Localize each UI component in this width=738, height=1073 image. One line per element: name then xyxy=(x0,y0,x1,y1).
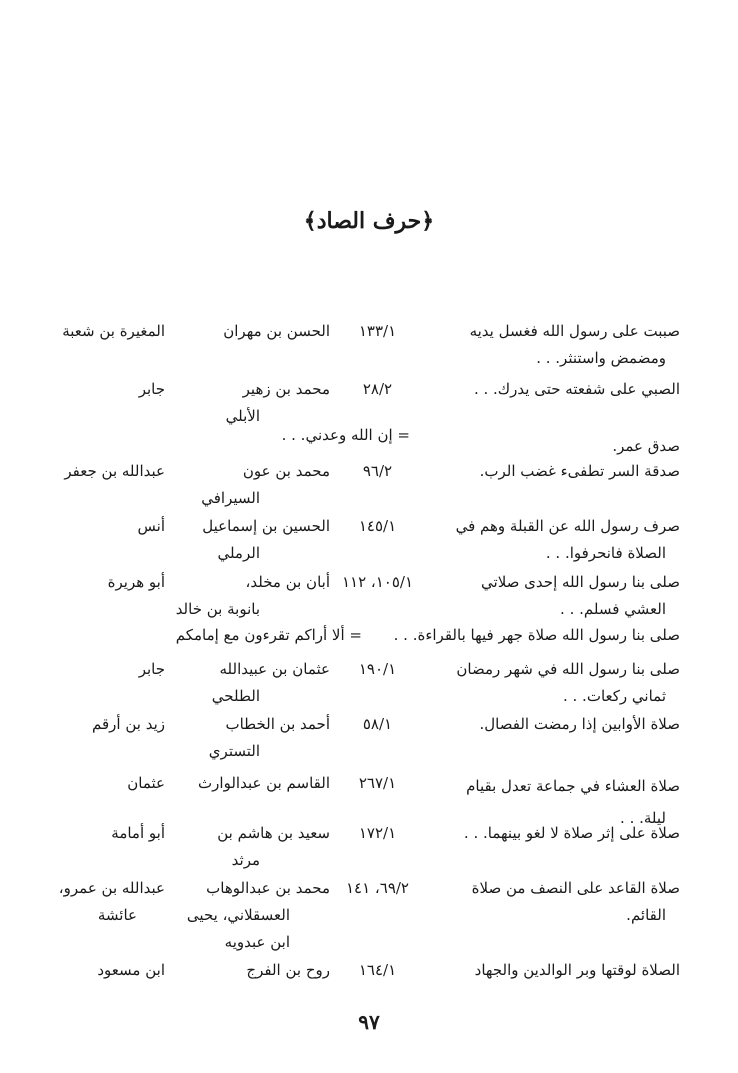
narrator-line: الحسن بن مهران xyxy=(223,322,330,340)
narrator-line: محمد بن زهير xyxy=(242,380,330,398)
hadith-text-line: ومضمض واستنثر. . . xyxy=(536,349,666,367)
narrator xyxy=(170,957,330,984)
narrator xyxy=(170,770,330,797)
volume-page-ref: ١٦٤/١ xyxy=(358,961,397,979)
hadith-text-line: القائم. xyxy=(626,906,666,924)
companion xyxy=(20,513,165,540)
hadith-text xyxy=(425,957,680,984)
volume-page-ref: ١٠٥/١، ١١٢ xyxy=(341,573,414,591)
hadith-text-line: صببت على رسول الله فغسل يديه xyxy=(469,322,680,340)
volume-page-ref: ١٩٠/١ xyxy=(358,660,397,678)
companion-line: المغيرة بن شعبة xyxy=(62,322,165,340)
narrator xyxy=(170,569,330,623)
hadith-text-line: صلاة العشاء في جماعة تعدل بقيام xyxy=(466,777,680,795)
companion-line: جابر xyxy=(138,660,165,678)
hadith-text xyxy=(425,458,680,485)
volume-page-ref: ١٧٢/١ xyxy=(358,824,397,842)
hadith-text-line: صلاة القاعد على النصف من صلاة xyxy=(471,879,680,897)
index-entry xyxy=(20,957,680,1017)
hadith-text-line: صلاة الأوابين إذا رمضت الفصال. xyxy=(479,715,680,733)
hadith-text xyxy=(425,820,680,847)
narrator xyxy=(170,820,330,874)
narrator xyxy=(170,711,330,765)
hadith-text xyxy=(425,433,680,460)
narrator-line: السيرافي xyxy=(201,489,260,507)
narrator xyxy=(170,318,330,345)
companion-line: ابن مسعود xyxy=(97,961,165,979)
hadith-text xyxy=(425,656,680,710)
hadith-text xyxy=(380,622,680,649)
companion-line: أبو أمامة xyxy=(111,824,165,842)
volume-page-ref: ١٣٣/١ xyxy=(358,322,397,340)
volume-page-ref: ٢٨/٢ xyxy=(362,380,393,398)
narrator xyxy=(170,875,330,956)
narrator xyxy=(170,458,330,512)
page-number: ٩٧ xyxy=(358,1010,380,1034)
narrator xyxy=(170,513,330,567)
narrator-line: بانوبة بن خالد xyxy=(175,600,260,618)
index-entry xyxy=(20,458,680,518)
index-entry xyxy=(20,513,680,573)
hadith-text xyxy=(425,376,680,403)
volume-page-ref: ٢٦٧/١ xyxy=(358,774,397,792)
volume-page-ref: ١٤٥/١ xyxy=(358,517,397,535)
narrator-line: الأبلي xyxy=(225,407,260,425)
companion xyxy=(20,458,165,485)
hadith-text-line: العشي فسلم. . . xyxy=(560,600,666,618)
hadith-text-line: الصلاة لوقتها وبر الوالدين والجهاد xyxy=(474,961,680,979)
volume-page-ref: ٦٩/٢، ١٤١ xyxy=(345,879,409,897)
companion xyxy=(20,770,165,797)
hadith-text-line: ثماني ركعات. . . xyxy=(562,687,666,705)
see-also-reference: = ألا أراكم تقرءون مع إمامكم xyxy=(175,626,362,644)
narrator-line: محمد بن عون xyxy=(242,462,330,480)
companion-line: أنس xyxy=(137,517,165,535)
narrator-line: مرثد xyxy=(231,851,260,869)
narrator xyxy=(170,656,330,710)
narrator-line: ابن عبدويه xyxy=(224,933,290,951)
index-entry xyxy=(20,569,680,629)
hadith-text-line: صرف رسول الله عن القبلة وهم في xyxy=(455,517,680,535)
companion xyxy=(20,820,165,847)
narrator-line: سعيد بن هاشم بن xyxy=(217,824,330,842)
companion xyxy=(20,957,165,984)
narrator-line: أبان بن مخلد، xyxy=(245,573,330,591)
companion xyxy=(20,318,165,345)
hadith-text-line: صلى بنا رسول الله في شهر رمضان xyxy=(456,660,680,678)
narrator-line: التستري xyxy=(208,742,260,760)
narrator-line: عثمان بن عبيدالله xyxy=(219,660,330,678)
index-entry xyxy=(20,875,680,960)
companion-line: جابر xyxy=(138,380,165,398)
narrator-line: القاسم بن عبدالوارث xyxy=(198,774,330,792)
volume-page-ref: ٩٦/٢ xyxy=(362,462,393,480)
companion-line: عبدالله بن عمرو، xyxy=(58,879,165,897)
index-entry xyxy=(20,711,680,771)
hadith-text-line: الصبي على شفعته حتى يدرك. . . xyxy=(473,380,680,398)
index-entry xyxy=(20,318,680,378)
hadith-text-line: الصلاة فانحرفوا. . . xyxy=(545,544,666,562)
companion-line: عائشة xyxy=(97,906,137,924)
volume-page-ref: ٥٨/١ xyxy=(362,715,393,733)
index-entry xyxy=(20,656,680,716)
see-also-reference: = إن الله وعدني. . . xyxy=(281,426,410,444)
companion-line: أبو هريرة xyxy=(107,573,165,591)
hadith-text xyxy=(425,318,680,372)
narrator-line: روح بن الفرج xyxy=(246,961,330,979)
hadith-text xyxy=(425,513,680,567)
companion-line: زيد بن أرقم xyxy=(92,715,165,733)
narrator-line: الرملي xyxy=(217,544,260,562)
hadith-text xyxy=(425,875,680,929)
narrator-line: الحسين بن إسماعيل xyxy=(202,517,330,535)
narrator-line: محمد بن عبدالوهاب xyxy=(206,879,330,897)
narrator-line: الطلحي xyxy=(211,687,260,705)
hadith-text-line: صلاة على إثر صلاة لا لغو بينهما. . . xyxy=(463,824,680,842)
narrator-line: أحمد بن الخطاب xyxy=(225,715,330,733)
index-entry xyxy=(20,820,680,880)
companion xyxy=(20,875,165,929)
hadith-text xyxy=(425,711,680,738)
companion-line: عثمان xyxy=(127,774,165,792)
hadith-text-line: صلى بنا رسول الله صلاة جهر فيها بالقراءة. . . xyxy=(393,626,680,644)
hadith-text-line: صلى بنا رسول الله إحدى صلاتي xyxy=(481,573,680,591)
companion xyxy=(20,376,165,403)
hadith-text-line: صدق عمر. xyxy=(612,437,680,455)
companion xyxy=(20,656,165,683)
section-heading: ﴿حرف الصاد﴾ xyxy=(303,208,435,234)
hadith-text xyxy=(425,569,680,623)
companion xyxy=(20,711,165,738)
hadith-text-line: صدقة السر تطفىء غضب الرب. xyxy=(479,462,680,480)
companion xyxy=(20,569,165,596)
companion-line: عبدالله بن جعفر xyxy=(64,462,165,480)
hadith-text-line: ليلة. . . xyxy=(620,809,666,827)
narrator-line: العسقلاني، يحيى xyxy=(186,906,290,924)
